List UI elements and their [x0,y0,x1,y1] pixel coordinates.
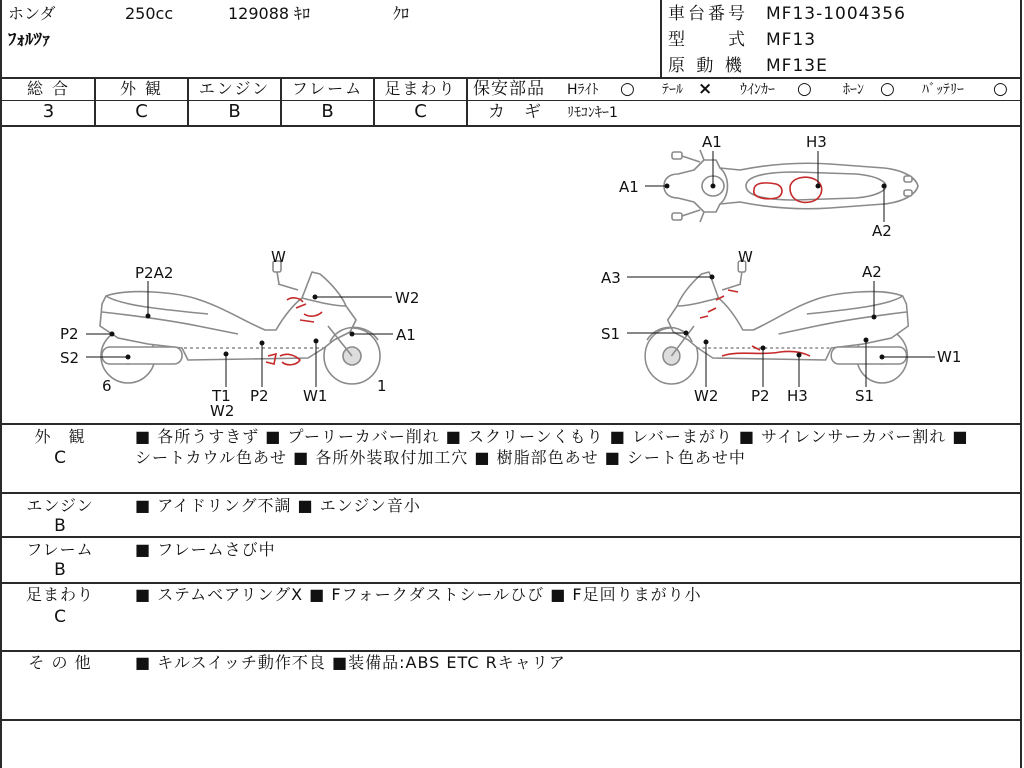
diagram-label: W1 [937,348,962,366]
marker-dot [684,331,689,336]
row-divider [0,582,1022,584]
marker-dot [882,184,887,189]
tail-light [904,176,912,182]
rating-value-frame: B [321,101,334,122]
marker-dot [314,339,319,344]
diagram-label: W [271,248,286,266]
diagram-label: P2A2 [135,264,174,282]
safety-mark-headlight: ○ [620,79,635,99]
rating-value-exterior: C [135,101,148,122]
marker-dot [797,353,802,358]
rating-value-suspension: C [414,101,427,122]
marker-dot [761,346,766,351]
displacement: 250cc [125,4,174,23]
model-name: ﾌｫﾙﾂｧ [8,30,51,50]
marker-dot [816,184,821,189]
safety-mark-battery: ○ [993,79,1008,99]
remark-text-exterior: ■ 各所うすきず ■ プーリーカバー削れ ■ スクリーンくもり ■ レバーまがり ■ サイレンサーカバー割れ ■ [135,427,969,446]
remark-text-other: ■ キルスイッチ動作不良 ■装備品:ABS ETC Rキャリア [135,653,566,672]
safety-item-horn: ﾎｰﾝ [843,82,864,98]
mileage: 129088 ｷﾛ [228,4,311,23]
remarks-bottom-line [0,719,1022,721]
mirror-icon [672,152,682,159]
remark-label-other: そ の 他 [28,653,92,672]
marker-dot [704,340,709,345]
diagram-label: W1 [303,387,328,405]
rating-label-engine: エンジン [198,79,271,98]
header-divider [660,0,662,78]
marker-dot [872,315,877,320]
key-value: ﾘﾓｺﾝｷｰ1 [567,105,618,121]
rating-cell-divider [187,78,189,126]
marker-dot [110,332,115,337]
diagram-label: H3 [806,133,827,151]
diagram-label: A3 [601,269,621,287]
diagram-label: P2 [250,387,269,405]
safety-mark-turn-signal: ○ [797,79,812,99]
engine-code: MF13E [766,56,828,76]
diagram-label: W2 [694,387,719,405]
tail-light [904,190,912,196]
frame-number-label: 車台番号 [668,4,748,24]
safety-parts-label: 保安部品 [473,79,545,99]
model-code-label: 型 式 [668,30,748,50]
diagram-label: P2 [751,387,770,405]
rating-value-overall: 3 [42,101,55,122]
right-border [1020,0,1022,768]
diagram-label: S1 [855,387,875,405]
diagram-label: P2 [60,325,79,343]
marker-dot [146,314,151,319]
model-code: MF13 [766,30,817,50]
diagram-label: S1 [601,325,621,343]
remark-grade-engine: B [54,516,66,536]
row-divider [0,536,1022,538]
rating-label-suspension: 足まわり [384,79,457,98]
inspection-diagram [0,126,1020,424]
diagram-label: A1 [619,178,639,196]
remark-text-engine: ■ アイドリング不調 ■ エンジン音小 [135,496,421,515]
marker-dot [350,332,355,337]
marker-dot [864,338,869,343]
remark-text-frame: ■ フレームさび中 [135,540,276,559]
marker-dot [665,184,670,189]
safety-item-taillight: ﾃｰﾙ [662,82,683,98]
remark-label-exterior: 外 観 [34,427,86,446]
engine-label: 原 動 機 [668,56,745,76]
diagram-label: A2 [862,263,882,281]
rating-value-engine: B [228,101,241,122]
rating-label-frame: フレーム [291,79,364,98]
frame-number: MF13-1004356 [766,4,906,24]
remark-label-engine: エンジン [26,496,94,515]
safety-item-headlight: Hﾗｲﾄ [567,82,599,98]
marker-dot [224,352,229,357]
diagram-label: S2 [60,349,80,367]
remark-grade-frame: B [54,560,66,580]
remark-text-exterior: シートカウル色あせ ■ 各所外装取付加工穴 ■ 樹脂部色あせ ■ シート色あせ中 [135,448,746,467]
rating-cell-divider [466,78,468,126]
rating-cell-divider [373,78,375,126]
diagram-label: A2 [872,222,892,240]
marker-dot [260,341,265,346]
remark-text-suspension: ■ ステムベアリングX ■ Fフォークダストシールひび ■ F足回りまがり小 [135,585,702,604]
diagram-bottom-line [0,423,1022,425]
diagram-label: 1 [377,377,387,395]
marker-dot [126,355,131,360]
diagram-label: A1 [702,133,722,151]
marker-dot [711,184,716,189]
diagram-label: 6 [102,377,112,395]
safety-mark-taillight: × [698,79,713,99]
row-divider [0,650,1022,652]
key-label: カ ギ [488,102,542,122]
safety-item-battery: ﾊﾞｯﾃﾘｰ [922,82,964,98]
rating-mid-line [0,100,1022,101]
diagram-label: A1 [396,326,416,344]
row-divider [0,492,1022,494]
mirror-icon [672,213,682,220]
rating-cell-divider [280,78,282,126]
body-color: ｸﾛ [393,4,410,23]
rating-label-overall: 総 合 [26,79,71,98]
diagram-label: W2 [395,289,420,307]
diagram-label: W [738,248,753,266]
rating-cell-divider [94,78,96,126]
remark-grade-exterior: C [54,448,66,468]
remark-label-suspension: 足まわり [25,585,94,604]
rating-label-exterior: 外 観 [119,79,164,98]
remark-grade-suspension: C [54,607,66,627]
diagram-label: T1 [212,387,231,405]
diagram-label: W2 [210,402,235,420]
remark-label-frame: フレーム [26,540,94,559]
diagram-label: H3 [787,387,808,405]
safety-mark-horn: ○ [880,79,895,99]
marker-dot [313,295,318,300]
marker-dot [880,355,885,360]
marker-dot [710,275,715,280]
safety-item-turn-signal: ｳｲﾝｶｰ [740,82,775,98]
maker: ホンダ [8,4,56,23]
